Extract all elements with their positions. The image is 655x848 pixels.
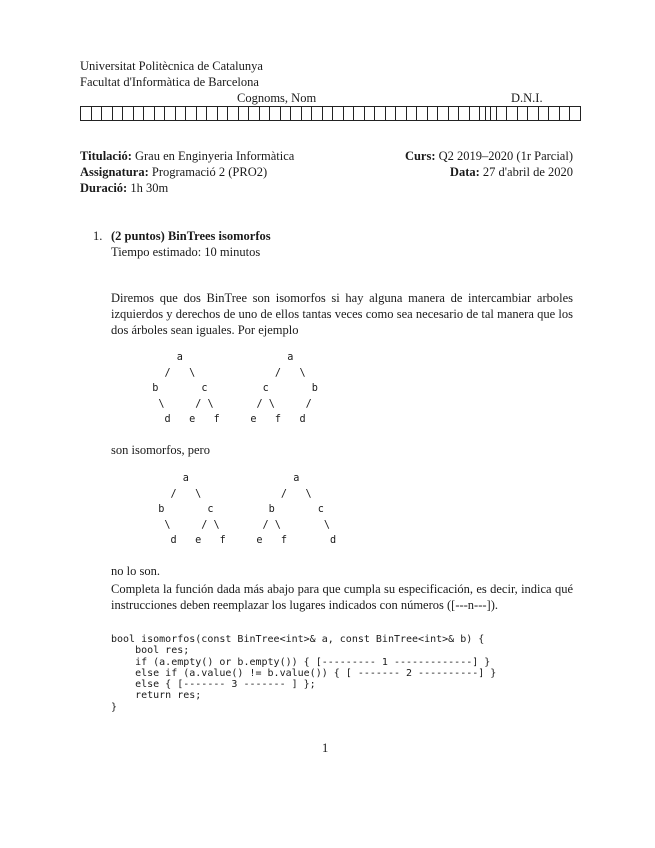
- assignatura-value: Programació 2 (PRO2): [151, 165, 268, 179]
- curs-label: Curs:: [404, 149, 436, 163]
- dni-label: D.N.I.: [511, 91, 543, 105]
- not-isomorphic-text: no lo son.: [111, 564, 160, 578]
- assignatura-line: [80, 164, 267, 180]
- data-label: Data:: [449, 165, 480, 179]
- answer-box[interactable]: [569, 106, 581, 121]
- name-label: Cognoms, Nom: [237, 91, 317, 105]
- data-value: 27 d'abril de 2020: [482, 165, 573, 179]
- dni-boxes[interactable]: [485, 106, 580, 121]
- faculty-name: Facultat d'Informàtica de Barcelona: [80, 75, 259, 89]
- durada-line: [80, 180, 168, 196]
- problem-points: (2 puntos): [111, 229, 165, 243]
- durada-label: Duració:: [80, 181, 128, 195]
- page-number: 1: [322, 741, 329, 755]
- university-name: Universitat Politècnica de Catalunya: [80, 59, 263, 73]
- curs-value: Q2 2019–2020 (1r Parcial): [438, 149, 573, 163]
- durada-value: 1h 30m: [130, 181, 169, 195]
- data-line: [450, 164, 573, 180]
- name-boxes[interactable]: [80, 106, 490, 121]
- curs-line: [405, 148, 573, 164]
- problem-heading: [111, 228, 271, 244]
- tree-figure-not-isomorphic: a a / \ / \ b c b c \ / \ / \ \ d e f e f d: [158, 473, 337, 547]
- intro-paragraph: Diremos que dos BinTree son isomorfos si hay alguna manera de intercambiar arboles izquierdos y derechos de uno de ellos tantas veces como sea necesario de tal manera que los dos árboles sean iguales. Por ejemplo: [111, 291, 573, 337]
- titulacio-label: Titulació:: [80, 149, 132, 163]
- problem-title: BinTrees isomorfos: [167, 229, 271, 243]
- titulacio-value: Grau en Enginyeria Informàtica: [134, 149, 295, 163]
- code-block: bool isomorfos(const BinTree<int>& a, const BinTree<int>& b) { bool res; if (a.empty() or b.empty()) { [--------- 1 -------------] } else if (a.value() != b.value()) { [ ------- 2 ----------] } else { [------- 3 ------- ] }; return res; }: [111, 634, 497, 713]
- assignatura-label: Assignatura:: [80, 165, 149, 179]
- time-estimate: Tiempo estimado: 10 minutos: [111, 245, 261, 259]
- between-text: son isomorfos, pero: [111, 443, 210, 457]
- tree-figure-isomorphic: a a / \ / \ b c c b \ / \ / \ / d e f e f d: [152, 352, 318, 426]
- problem-number: 1.: [93, 229, 103, 243]
- instruction-paragraph: Completa la función dada más abajo para que cumpla su especificación, es decir, indica qué instrucciones deben reemplazar los lugares indicados con números ([---n---]).: [111, 582, 573, 612]
- titulacio-line: [80, 148, 294, 164]
